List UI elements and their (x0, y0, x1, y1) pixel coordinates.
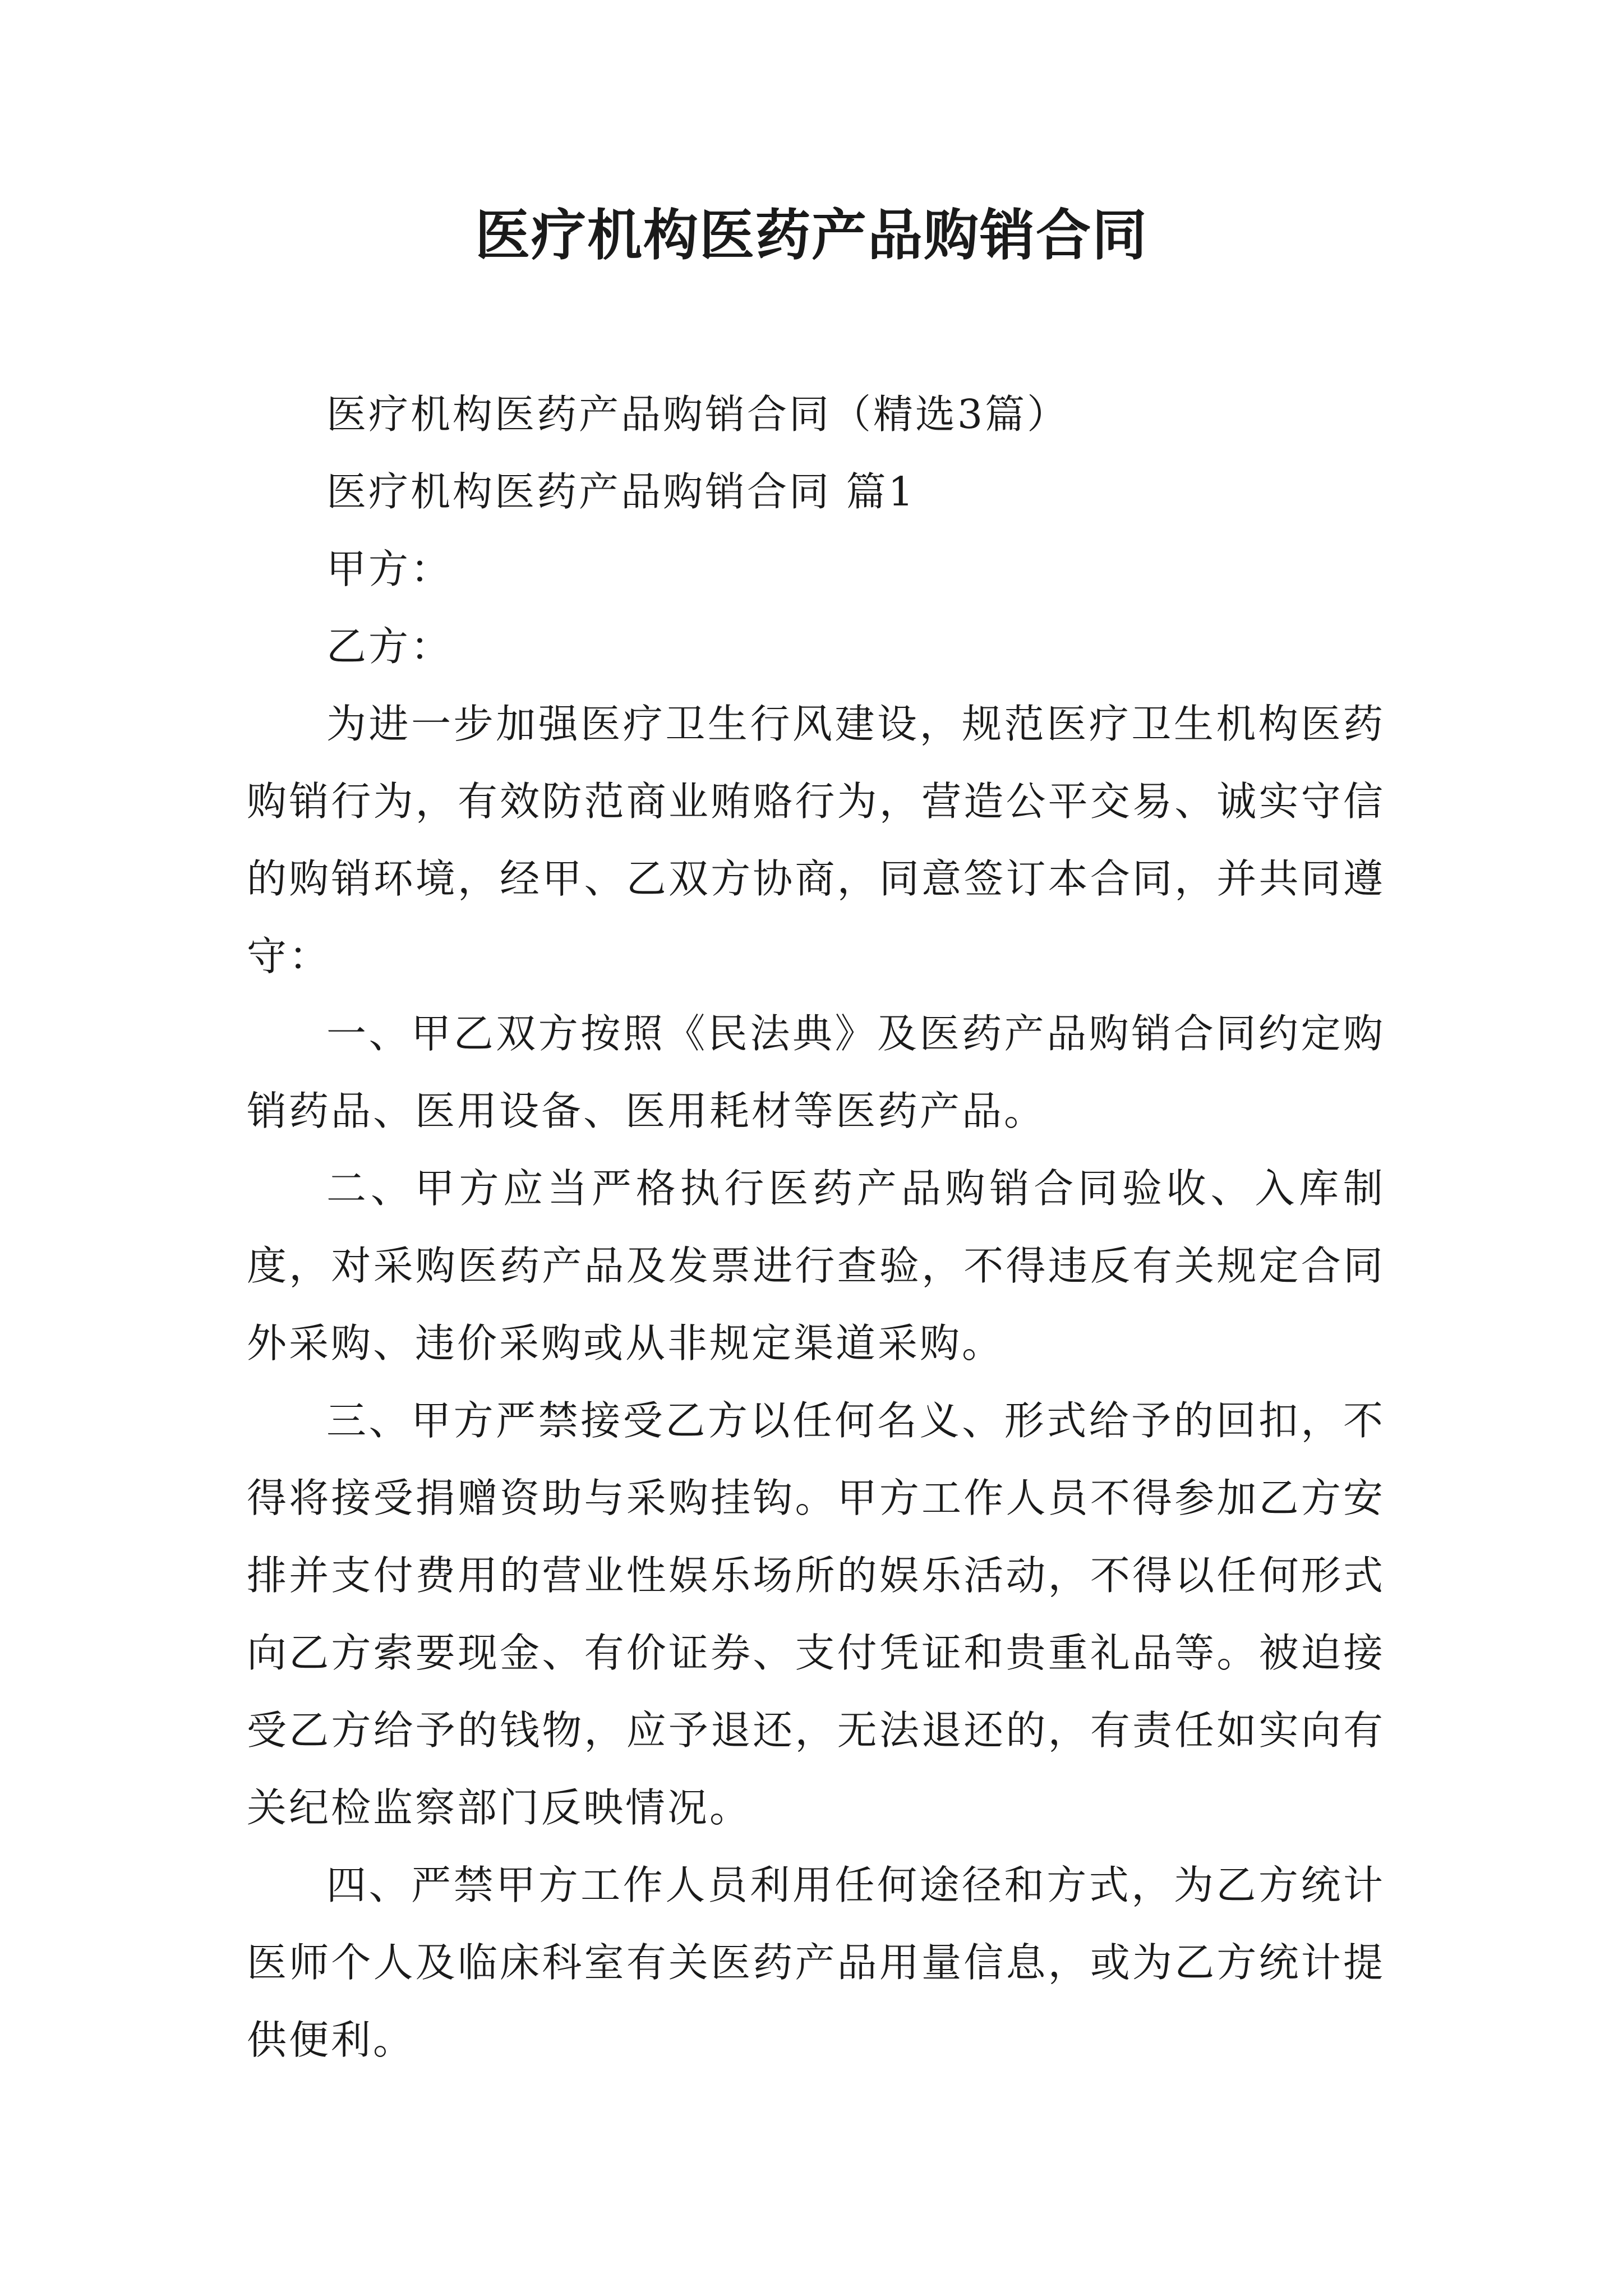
paragraph-clause-1: 一、甲乙双方按照《民法典》及医药产品购销合同约定购销药品、医用设备、医用耗材等医药产品。 (247, 1010, 1385, 1134)
paragraph-clause-2: 二、甲方应当严格执行医药产品购销合同验收、入库制度，对采购医药产品及发票进行查验，不得违反有关规定合同外采购、违价采购或从非规定渠道采购。 (247, 1165, 1385, 1366)
paragraph-part-heading: 医疗机构医药产品购销合同 篇1 (326, 468, 916, 515)
paragraph-party-a: 甲方： (326, 546, 453, 592)
paragraph-clause-3: 三、甲方严禁接受乙方以任何名义、形式给予的回扣，不得将接受捐赠资助与采购挂钩。甲方工作人员不得参加乙方安排并支付费用的营业性娱乐场所的娱乐活动，不得以任何形式向乙方索要现金、有价证券、支付凭证和贵重礼品等。被迫接受乙方给予的钱物，应予退还，无法退还的，有责任如实向有关纪检监察部门反映情况。 (247, 1397, 1385, 1831)
paragraph-clause-4: 四、严禁甲方工作人员利用任何途径和方式，为乙方统计医师个人及临床科室有关医药产品用量信息，或为乙方统计提供便利。 (247, 1862, 1385, 2063)
paragraph-collection-title: 医疗机构医药产品购销合同（精选3篇） (326, 391, 1069, 438)
document-body (247, 376, 1385, 2079)
document-title: 医疗机构医药产品购销合同 (474, 203, 1148, 268)
paragraph-preamble: 为进一步加强医疗卫生行风建设，规范医疗卫生机构医药购销行为，有效防范商业贿赂行为，营造公平交易、诚实守信的购销环境，经甲、乙双方协商，同意签订本合同，并共同遵守： (247, 701, 1385, 979)
paragraph-party-b: 乙方： (326, 623, 453, 670)
